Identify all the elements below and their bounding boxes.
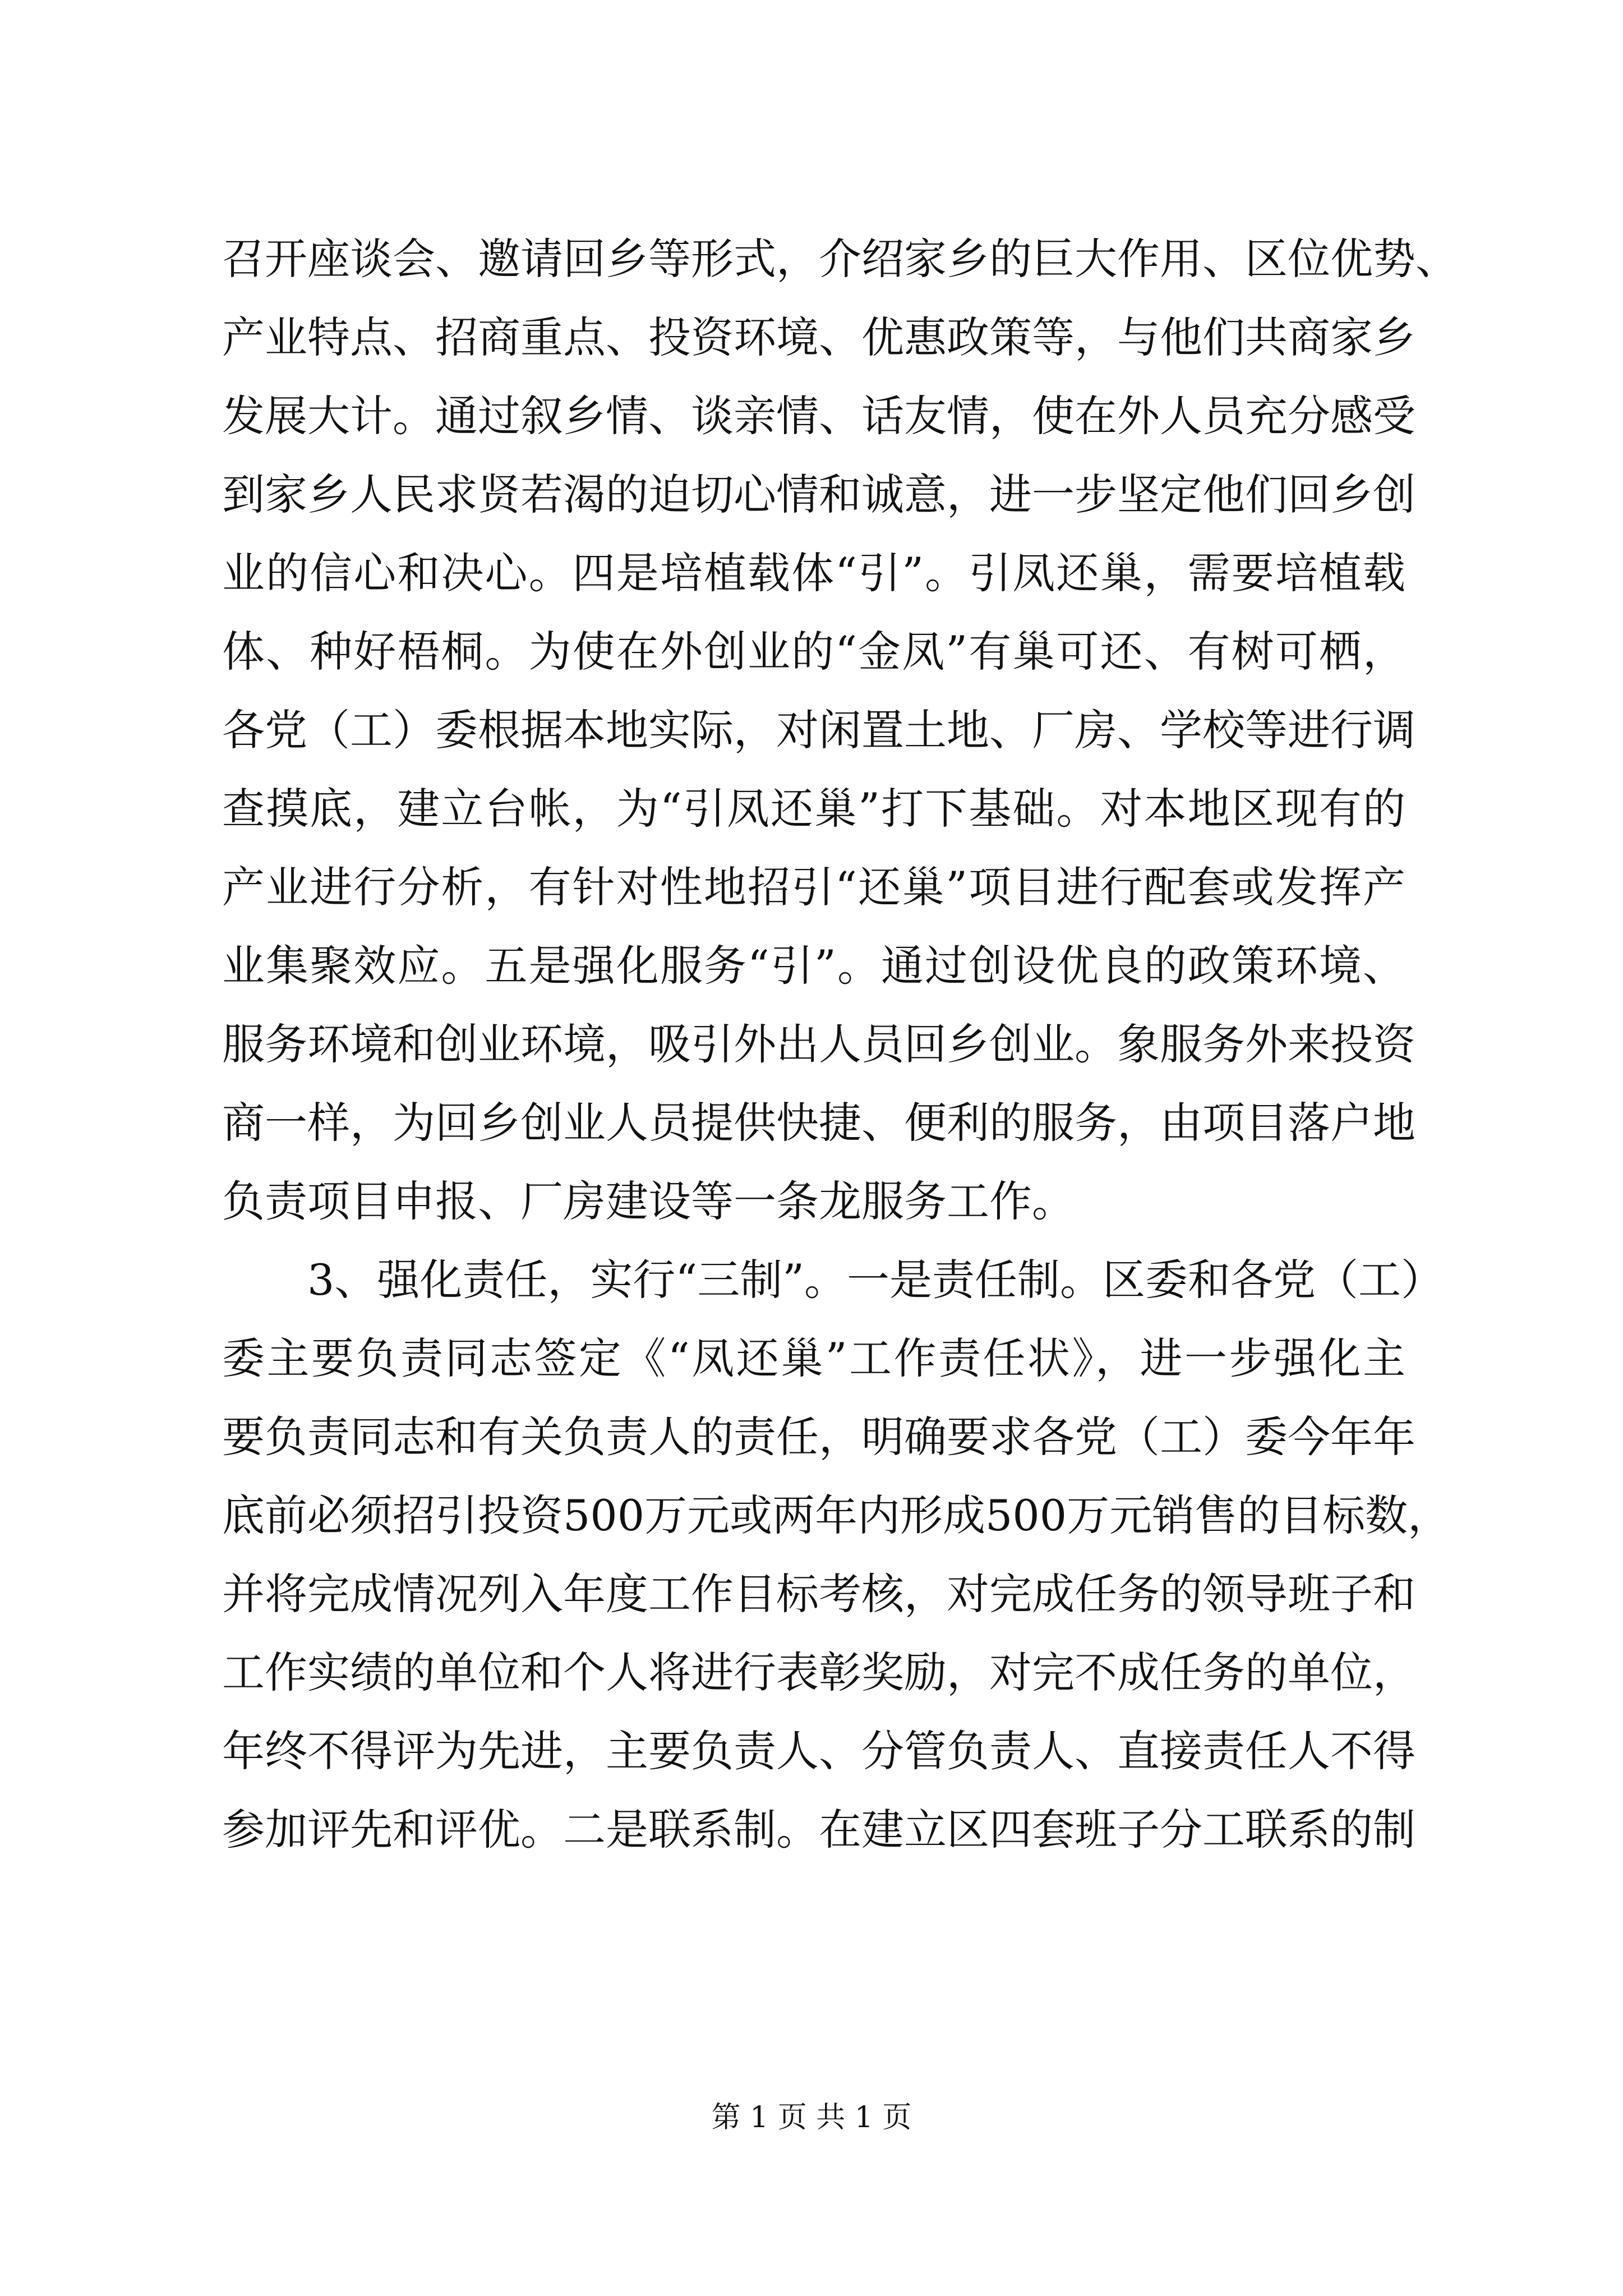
text-line: 工作实绩的单位和个人将进行表彰奖励，对完不成任务的单位， [222, 1648, 1415, 1697]
text-line: 业的信心和决心。四是培植载体“引”。引凤还巢，需要培植载 [222, 548, 1405, 598]
text-line: 发展大计。通过叙乡情、谈亲情、话友情，使在外人员充分感受 [222, 391, 1415, 441]
paragraph-start-line: 3、强化责任，实行“三制”。一是责任制。区委和各党（工） [307, 1255, 1444, 1305]
text-line: 业集聚效应。五是强化服务“引”。通过创设优良的政策环境、 [222, 941, 1405, 991]
text-line: 产业进行分析，有针对性地招引“还巢”项目进行配套或发挥产 [222, 862, 1405, 912]
text-line: 负责项目申报、厂房建设等一条龙服务工作。 [222, 1176, 1075, 1226]
text-line: 召开座谈会、邀请回乡等形式，介绍家乡的巨大作用、区位优势、 [222, 234, 1458, 284]
text-line: 各党（工）委根据本地实际，对闲置土地、厂房、学校等进行调 [222, 705, 1415, 755]
text-line: 年终不得评为先进，主要负责人、分管负责人、直接责任人不得 [222, 1726, 1415, 1776]
page-footer [0, 2098, 1623, 2137]
text-line: 参加评先和评优。二是联系制。在建立区四套班子分工联系的制 [222, 1805, 1415, 1855]
text-line: 体、种好梧桐。为使在外创业的“金凤”有巢可还、有树可栖， [222, 627, 1405, 677]
page-number: 第 1 页 共 1 页 [711, 2101, 912, 2134]
text-line: 服务环境和创业环境，吸引外出人员回乡创业。象服务外来投资 [222, 1019, 1415, 1069]
text-line: 并将完成情况列入年度工作目标考核，对完成任务的领导班子和 [222, 1569, 1415, 1619]
text-line: 委主要负责同志签定《“凤还巢”工作责任状》，进一步强化主 [222, 1333, 1405, 1383]
text-line: 商一样，为回乡创业人员提供快捷、便利的服务，由项目落户地 [222, 1098, 1415, 1148]
text-line: 查摸底，建立台帐，为“引凤还巢”打下基础。对本地区现有的 [222, 784, 1405, 834]
text-line: 底前必须招引投资500万元或两年内形成500万元销售的目标数， [222, 1490, 1451, 1540]
text-line: 要负责同志和有关负责人的责任，明确要求各党（工）委今年年 [222, 1412, 1415, 1462]
text-line: 到家乡人民求贤若渴的迫切心情和诚意，进一步坚定他们回乡创 [222, 470, 1415, 519]
text-line: 产业特点、招商重点、投资环境、优惠政策等，与他们共商家乡 [222, 312, 1415, 362]
